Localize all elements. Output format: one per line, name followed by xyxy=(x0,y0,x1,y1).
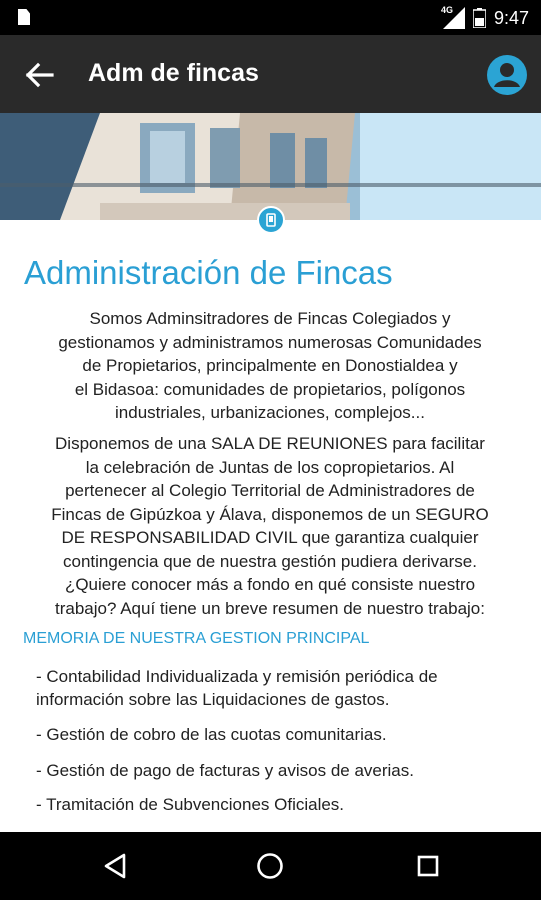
status-indicators xyxy=(441,6,529,30)
nav-recents-icon[interactable] xyxy=(412,850,444,882)
main-content xyxy=(0,220,541,832)
services-line: trabajo? Aquí tiene un breve resumen de nuestro trabajo: xyxy=(54,598,485,618)
services-line: ¿Quiere conocer más a fondo en qué consiste nuestro xyxy=(64,575,476,594)
list-item: - Gestión de pago de facturas y avisos de averias. xyxy=(36,761,414,780)
intro-line: el Bidasoa: comunidades de propietarios, polígonos xyxy=(74,379,466,399)
sim-card-icon xyxy=(18,9,30,25)
page-title: Administración de Fincas xyxy=(24,254,393,291)
list-item: - Contabilidad Individualizada y remisión periódica de información sobre las Liquidaciones de gastos. xyxy=(36,667,438,709)
signal-icon xyxy=(441,7,465,29)
account-circle-icon[interactable] xyxy=(487,55,527,95)
nav-back-icon[interactable] xyxy=(100,850,132,882)
back-arrow-icon[interactable] xyxy=(24,60,56,90)
intro-paragraph xyxy=(20,307,520,425)
status-bar xyxy=(0,0,541,35)
services-line: pertenecer al Colegio Territorial de Administradores de xyxy=(65,481,475,500)
network-type-label: 4G xyxy=(440,5,453,15)
hero-image xyxy=(0,113,541,220)
services-line: DE RESPONSABILIDAD CIVIL que garantiza cualquier xyxy=(61,528,479,547)
services-paragraph xyxy=(20,432,520,620)
intro-line: gestionamos y administramos numerosas Comunidades xyxy=(58,332,482,352)
app-bar xyxy=(0,35,541,113)
clock: 9:47 xyxy=(493,7,529,28)
app-title: Adm de fincas xyxy=(88,59,259,87)
nav-home-icon[interactable] xyxy=(254,850,286,882)
services-line: contingencia que de nuestra gestión pudiera derivarse. xyxy=(63,551,477,571)
intro-line: Somos Adminsitradores de Fincas Colegiados y xyxy=(89,309,451,328)
section-title: MEMORIA DE NUESTRA GESTION PRINCIPAL xyxy=(23,630,370,647)
list-item: - Gestión de cobro de las cuotas comunitarias. xyxy=(36,725,387,744)
services-line: la celebración de Juntas de los copropietarios. Al xyxy=(85,457,455,477)
intro-line: de Propietarios, principalmente en Donostialdea y xyxy=(82,356,458,375)
services-line: Fincas de Gipúzkoa y Álava, disponemos de un SEGURO xyxy=(51,504,489,524)
battery-icon xyxy=(473,8,486,28)
services-line: Disponemos de una SALA DE REUNIONES para facilitar xyxy=(55,434,485,453)
intro-line: industriales, urbanizaciones, complejos... xyxy=(115,403,425,422)
list-item: - Tramitación de Subvenciones Oficiales. xyxy=(36,795,345,814)
navigation-bar xyxy=(0,832,541,900)
